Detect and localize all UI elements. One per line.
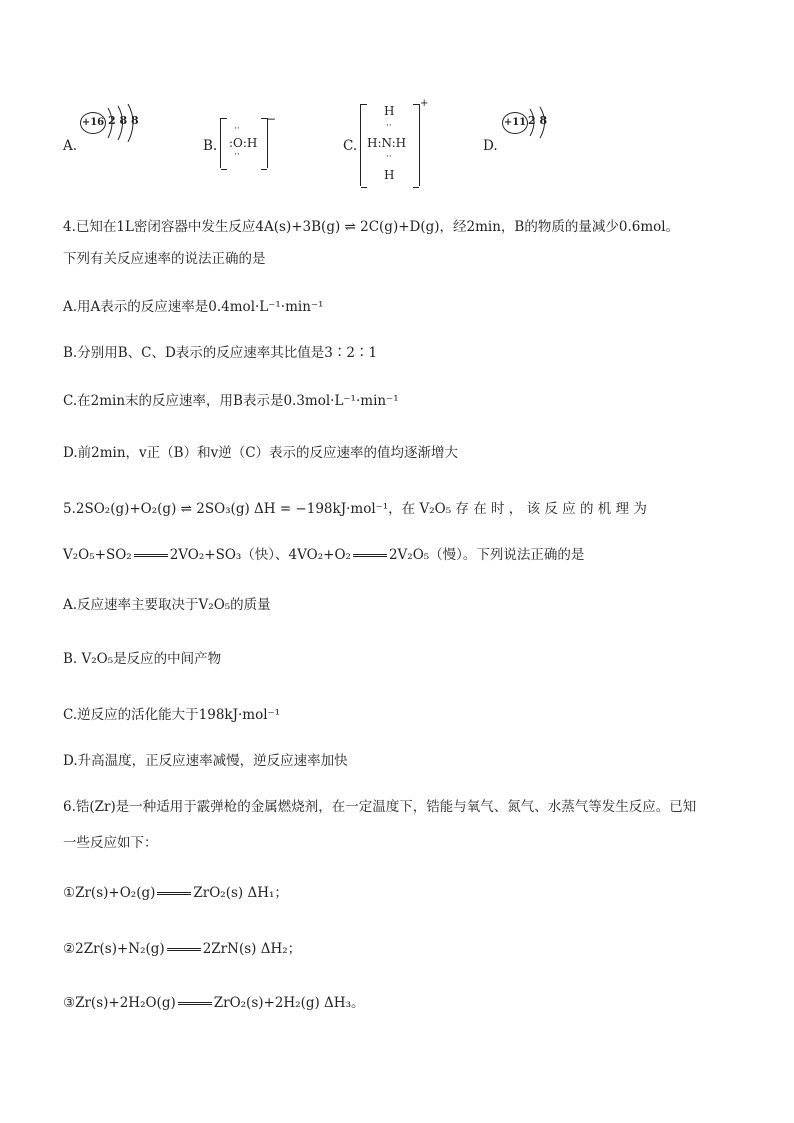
nucleus-charge: +11 [502,112,528,134]
q5-option-d: D.升高温度，正反应速率减慢，逆反应速率加快 [63,753,348,769]
ammonium-middle: H:N:H [367,136,407,150]
q3-option-d-label: D. [483,138,498,154]
ammonium-h-bottom: H [384,168,395,182]
q3-option-b-label: B. [203,138,218,154]
nucleus-charge: +16 [80,112,106,134]
q6-stem-line-2: 一些反应如下： [63,835,158,851]
q6-r1-products: ZrO₂(s) ΔH₁； [193,885,288,901]
q5-mech-step1-products: 2VO₂+SO₃（快）、4VO₂+O₂ [169,547,351,563]
q5-option-c: C.逆反应的活化能大于198kJ·mol⁻¹ [63,707,281,723]
q6-stem-line-1: 6.锆(Zr)是一种适用于霰弹枪的金属燃烧剂，在一定温度下，锆能与氧气、氮气、水蒸气等发生反应。已知 [63,799,697,815]
q4-stem-line-1: 4.已知在1L密闭容器中发生反应4A(s)+3B(g) ⇌ 2C(g)+D(g)，经2min，B的物质的量减少0.6mol。 [63,219,680,235]
equals-arrow [134,554,168,557]
bond-dots-top: ·· [386,121,392,131]
q4-stem-line-2: 下列有关反应速率的说法正确的是 [63,251,266,267]
electron-shells: 2 8 8 [108,114,139,127]
q4-option-d: D.前2min，v正（B）和v逆（C）表示的反应速率的值均逐渐增大 [63,445,459,461]
hydroxide-formula: :O:H [229,136,258,150]
q5-stem-line-2 [63,546,584,564]
q6-r2-products: 2ZrN(s) ΔH₂； [202,941,302,957]
q6-r2-reactants: ②2Zr(s)+N₂(g) [63,941,165,957]
q6-reaction-2 [63,940,301,958]
q6-r3-reactants: ③Zr(s)+2H₂O(g) [63,995,176,1011]
lone-pair-bottom: ·· [234,150,240,160]
equals-arrow [157,892,191,895]
q3-option-a-label: A. [63,138,78,154]
bond-dots-bottom: ·· [386,152,392,162]
electron-shells: 2 8 [528,114,548,127]
q6-r1-reactants: ①Zr(s)+O₂(g) [63,885,156,901]
ammonium-h-top: H [384,104,395,118]
q6-reaction-3 [63,994,365,1012]
q5-mech-step1-reactants: V₂O₅+SO₂ [63,547,132,563]
q5-option-a: A.反应速率主要取决于V₂O₅的质量 [63,597,271,613]
q5-stem-line-1: 5.2SO₂(g)+O₂(g) ⇌ 2SO₃(g) ΔH = −198kJ·mol⁻¹，在 V₂O₅ 存 在 时 ， 该 反 应 的 机 理 为 [63,501,647,517]
q5-option-b: B. V₂O₅是反应的中间产物 [63,651,222,667]
lone-pair-top: ·· [234,124,240,134]
equals-arrow [353,554,387,557]
q3-option-c-label: C. [343,138,358,154]
hydroxide-charge: − [266,112,277,126]
q4-option-b: B.分别用B、C、D表示的反应速率其比值是3∶2∶1 [63,345,378,361]
q6-reaction-1 [63,884,288,902]
q4-option-c: C.在2min末的反应速率，用B表示是0.3mol·L⁻¹·min⁻¹ [63,393,399,409]
q6-r3-products: ZrO₂(s)+2H₂(g) ΔH₃。 [213,995,365,1011]
ammonium-charge: + [420,98,429,109]
sulfur-ion-structure-diagram [80,104,150,144]
equals-arrow [178,1002,212,1005]
q4-option-a: A.用A表示的反应速率是0.4mol·L⁻¹·min⁻¹ [63,299,324,315]
q5-mech-step2-products: 2V₂O₅（慢）。下列说法正确的是 [388,547,585,563]
sodium-ion-structure-diagram [502,106,562,146]
equals-arrow [167,948,201,951]
